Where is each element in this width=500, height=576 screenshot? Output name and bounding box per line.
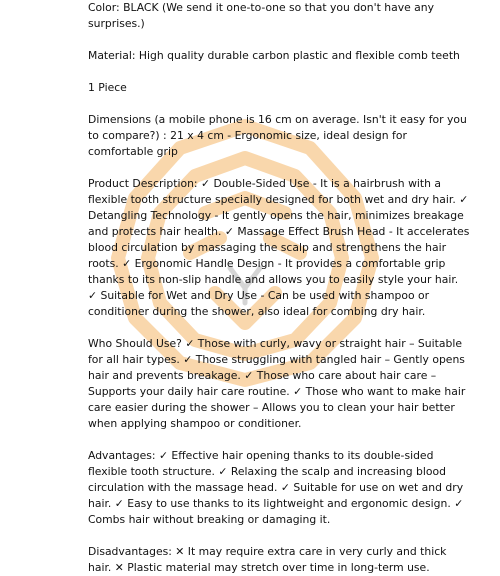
product-description	[88, 0, 470, 576]
quantity-paragraph: 1 Piece	[88, 81, 127, 94]
advantages-paragraph: Advantages: ✓ Effective hair opening thanks to its double-sided flexible tooth structure. ✓ Relaxing the scalp and increasing blood circulation with the massage head. ✓ Suitable for use on wet and dry hair. ✓ Easy to use thanks to its lightweight and ergonomic design. ✓ Combs hair without breaking or damaging it.	[88, 449, 464, 526]
description-paragraph: Product Description: ✓ Double-Sided Use - It is a hairbrush with a flexible tooth structure specially designed for both wet and dry hair. ✓ Detangling Technology - It gently opens the hair, minimizes breakage and protects hair health. ✓ Massage Effect Brush Head - It accelerates blood circulation by massaging the scalp and strengthens the hair roots. ✓ Ergonomic Handle Design - It provides a comfortable grip thanks to its non-slip handle and allows you to easily style your hair. ✓ Suitable for Wet and Dry Use - Can be used with shampoo or conditioner during the shower, also ideal for combing dry hair.	[88, 177, 470, 318]
color-paragraph: Color: BLACK (We send it one-to-one so that you don't have any surprises.)	[88, 1, 435, 30]
dimensions-paragraph: Dimensions (a mobile phone is 16 cm on average. Isn't it easy for you to compare?) : 21 x 4 cm - Ergonomic size, ideal design for comfortable grip	[88, 113, 467, 158]
material-paragraph: Material: High quality durable carbon plastic and flexible comb teeth	[88, 49, 460, 62]
audience-paragraph: Who Should Use? ✓ Those with curly, wavy or straight hair – Suitable for all hair types. ✓ Those struggling with tangled hair – Gently opens hair and prevents breakage. ✓ Those who care about hair care – Supports your daily hair care routine. ✓ Those who want to make hair care easier during the shower – Allows you to clean your hair better when applying shampoo or conditioner.	[88, 337, 466, 430]
disadvantages-paragraph: Disadvantages: ✕ It may require extra care in very curly and thick hair. ✕ Plastic material may stretch over time in long-term use.	[88, 545, 447, 574]
